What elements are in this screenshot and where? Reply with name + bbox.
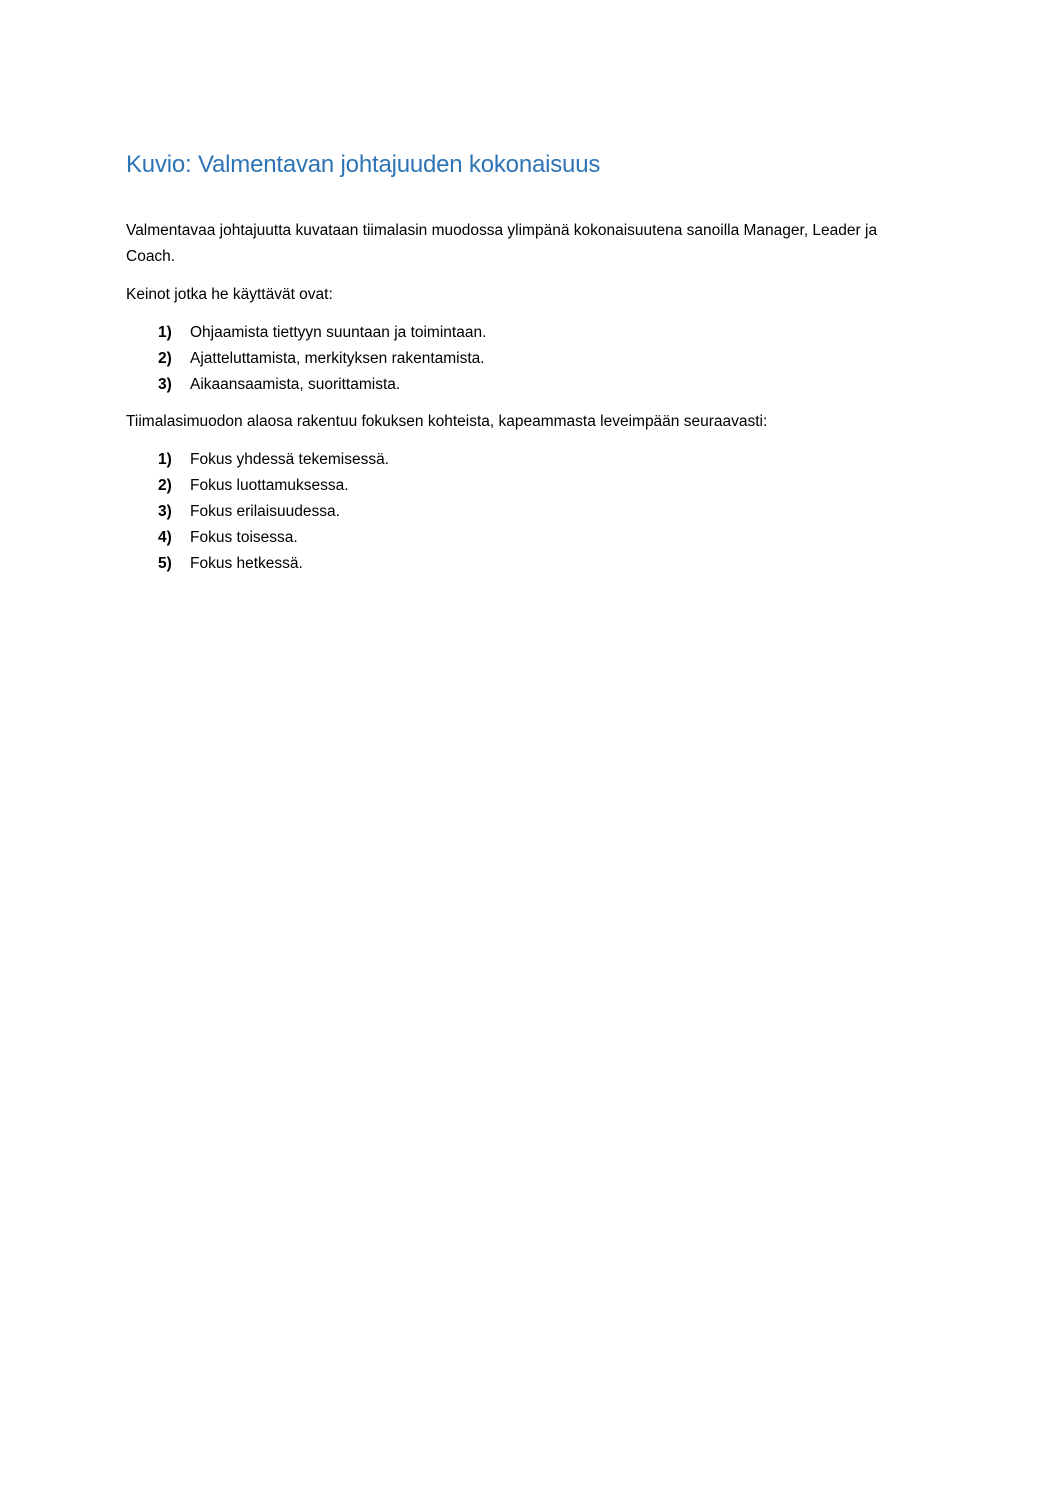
list-item	[126, 320, 926, 346]
list-item	[126, 447, 926, 473]
focus-list	[126, 447, 926, 577]
list-item-text: Fokus erilaisuudessa.	[190, 503, 340, 520]
list-item-text: Fokus toisessa.	[190, 529, 298, 546]
list-item-text: Fokus hetkessä.	[190, 555, 303, 572]
list-item	[126, 551, 926, 577]
intro-paragraph: Valmentavaa johtajuutta kuvataan tiimalasin muodossa ylimpänä kokonaisuutena sanoilla Manager, Leader ja Coach.	[126, 222, 878, 265]
page-title: Kuvio: Valmentavan johtajuuden kokonaisuus	[126, 151, 601, 178]
list-number: 3)	[158, 376, 172, 393]
list-number: 1)	[158, 324, 172, 341]
list-number: 2)	[158, 477, 172, 494]
means-list	[126, 320, 926, 398]
list-number: 2)	[158, 350, 172, 367]
list-item-text: Fokus yhdessä tekemisessä.	[190, 451, 390, 468]
list-item	[126, 525, 926, 551]
document-body	[126, 148, 926, 588]
list-item-text: Ajatteluttamista, merkityksen rakentamista.	[190, 350, 485, 367]
focus-intro: Tiimalasimuodon alaosa rakentuu fokuksen kohteista, kapeammasta leveimpään seuraavasti:	[126, 413, 768, 430]
list-number: 5)	[158, 555, 172, 572]
list-number: 1)	[158, 451, 172, 468]
list-item	[126, 346, 926, 372]
list-number: 3)	[158, 503, 172, 520]
list-item	[126, 372, 926, 398]
list-item-text: Aikaansaamista, suorittamista.	[190, 376, 401, 393]
list-item-text: Fokus luottamuksessa.	[190, 477, 349, 494]
means-intro: Keinot jotka he käyttävät ovat:	[126, 286, 333, 303]
list-item	[126, 473, 926, 499]
list-item-text: Ohjaamista tiettyyn suuntaan ja toimintaan.	[190, 324, 487, 341]
list-item	[126, 499, 926, 525]
list-number: 4)	[158, 529, 172, 546]
